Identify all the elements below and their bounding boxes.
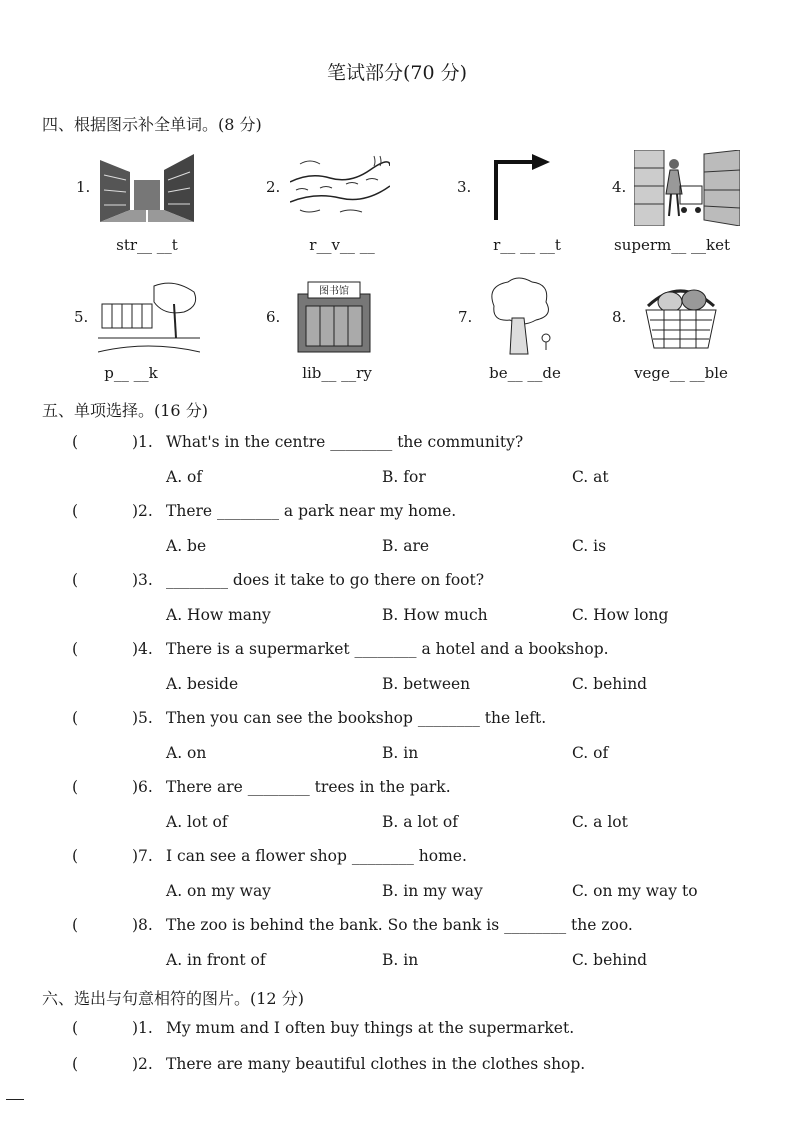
blank-word: p__ __k — [104, 364, 158, 382]
answer-blank[interactable]: ( — [72, 433, 79, 451]
blank-word: superm__ __ket — [614, 236, 730, 254]
section-4-heading: 四、根据图示补全单词。(8 分) — [42, 115, 262, 134]
street-icon — [100, 150, 194, 222]
tree-beside-icon — [484, 276, 554, 356]
park-icon — [98, 280, 200, 354]
option-a: A. How many — [166, 606, 271, 624]
option-a: A. be — [166, 537, 207, 555]
answer-blank[interactable]: ( — [72, 502, 79, 520]
option-a: A. of — [166, 468, 203, 486]
question-text: What's in the centre ________ the community? — [166, 433, 524, 451]
answer-blank[interactable]: ( — [72, 1055, 79, 1073]
option-c: C. of — [572, 744, 609, 762]
right-turn-arrow-icon — [490, 152, 552, 222]
option-b: B. in — [382, 744, 419, 762]
blank-word: vege__ __ble — [634, 364, 728, 382]
blank-word: str__ __t — [116, 236, 178, 254]
question-number: )6. — [132, 778, 153, 796]
corner-mark — [6, 1099, 24, 1100]
option-c: C. How long — [572, 606, 669, 624]
question-text: There is a supermarket ________ a hotel and a bookshop. — [166, 640, 609, 658]
answer-blank[interactable]: ( — [72, 640, 79, 658]
answer-blank[interactable]: ( — [72, 1019, 79, 1037]
option-c: C. behind — [572, 951, 648, 969]
section-5-heading: 五、单项选择。(16 分) — [42, 401, 208, 420]
library-icon — [296, 280, 372, 354]
question-number: )2. — [132, 502, 153, 520]
option-c: C. is — [572, 537, 607, 555]
answer-blank[interactable]: ( — [72, 916, 79, 934]
question-number: )4. — [132, 640, 153, 658]
vegetable-basket-icon — [640, 282, 722, 352]
question-number: )7. — [132, 847, 153, 865]
item-number: 3. — [457, 178, 472, 196]
supermarket-icon — [634, 150, 740, 226]
item-number: 2. — [266, 178, 281, 196]
answer-blank[interactable]: ( — [72, 709, 79, 727]
item-number: 8. — [612, 308, 627, 326]
blank-word: lib__ __ry — [302, 364, 372, 382]
question-text: The zoo is behind the bank. So the bank is ________ the zoo. — [166, 916, 633, 934]
item-number: 6. — [266, 308, 281, 326]
question-text: There are many beautiful clothes in the clothes shop. — [166, 1055, 586, 1073]
question-text: There ________ a park near my home. — [166, 502, 457, 520]
item-number: 5. — [74, 308, 89, 326]
option-b: B. in my way — [382, 882, 483, 900]
option-a: A. on — [166, 744, 207, 762]
question-text: There are ________ trees in the park. — [166, 778, 451, 796]
item-number: 1. — [76, 178, 91, 196]
option-b: B. for — [382, 468, 426, 486]
item-number: 4. — [612, 178, 627, 196]
option-c: C. at — [572, 468, 609, 486]
section-6-heading: 六、选出与句意相符的图片。(12 分) — [42, 989, 304, 1008]
question-number: )2. — [132, 1055, 153, 1073]
option-b: B. a lot of — [382, 813, 458, 831]
library-sign-text: 图书馆 — [319, 286, 349, 297]
blank-word: r__v__ __ — [309, 236, 375, 254]
option-c: C. a lot — [572, 813, 628, 831]
option-b: B. in — [382, 951, 419, 969]
answer-blank[interactable]: ( — [72, 847, 79, 865]
question-number: )1. — [132, 1019, 153, 1037]
question-text: Then you can see the bookshop ________ the left. — [166, 709, 547, 727]
answer-blank[interactable]: ( — [72, 571, 79, 589]
blank-word: r__ __ __t — [493, 236, 561, 254]
question-number: )1. — [132, 433, 153, 451]
option-a: A. in front of — [166, 951, 266, 969]
question-number: )8. — [132, 916, 153, 934]
answer-blank[interactable]: ( — [72, 778, 79, 796]
question-number: )3. — [132, 571, 153, 589]
option-a: A. beside — [166, 675, 239, 693]
option-a: A. lot of — [166, 813, 228, 831]
option-c: C. behind — [572, 675, 648, 693]
option-b: B. How much — [382, 606, 488, 624]
blank-word: be__ __de — [489, 364, 561, 382]
page-title: 笔试部分(70 分) — [326, 62, 468, 84]
option-b: B. between — [382, 675, 471, 693]
question-text: My mum and I often buy things at the supermarket. — [166, 1019, 575, 1037]
question-text: I can see a flower shop ________ home. — [166, 847, 467, 865]
river-icon — [290, 152, 390, 218]
option-c: C. on my way to — [572, 882, 698, 900]
option-a: A. on my way — [166, 882, 271, 900]
option-b: B. are — [382, 537, 430, 555]
question-number: )5. — [132, 709, 153, 727]
item-number: 7. — [458, 308, 473, 326]
question-text: ________ does it take to go there on foot? — [166, 571, 485, 589]
